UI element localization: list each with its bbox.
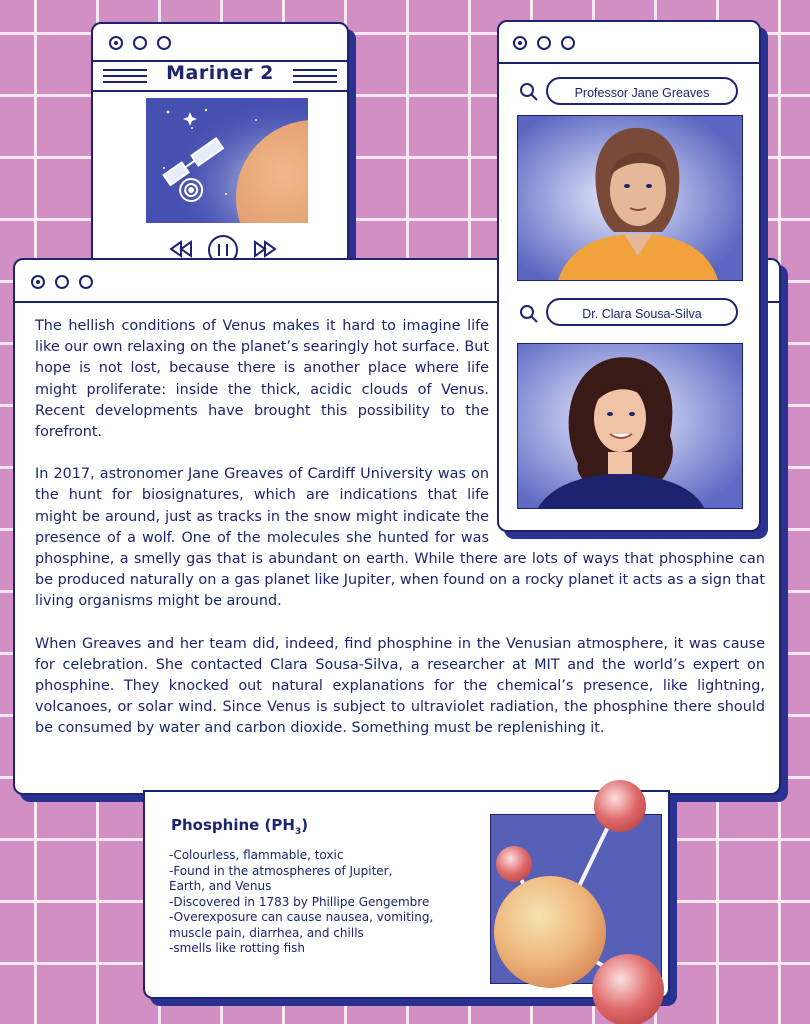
fact-line: -Found in the atmospheres of Jupiter, <box>169 863 393 878</box>
window-dot[interactable] <box>561 36 575 50</box>
window-dot[interactable] <box>55 275 69 289</box>
search-field-sousa-silva[interactable]: Dr. Clara Sousa-Silva <box>546 298 738 326</box>
window-controls <box>513 36 575 50</box>
window-dot-active[interactable] <box>109 36 123 50</box>
title-divider-bottom <box>93 90 347 92</box>
portrait-clara-sousa-silva <box>517 343 743 509</box>
fact-line: muscle pain, diarrhea, and chills <box>169 925 364 940</box>
fact-line: -smells like rotting fish <box>169 941 305 955</box>
article-paragraph-1: The hellish conditions of Venus makes it hard to imagine life like our own relaxing on the planet’s searingly hot surface. But hope is not lost, because there is another place where life might proliferate: inside the thick, acidic clouds of Venus. Recent developments have brought this possibility to the forefront. <box>35 318 489 441</box>
window-dot-active[interactable] <box>513 36 527 50</box>
window-dot-active[interactable] <box>31 275 45 289</box>
window-controls <box>31 275 93 289</box>
phosphine-molecule-illustration <box>470 790 700 1024</box>
article-paragraph-2: In 2017, astronomer Jane Greaves of Cardiff University was on the hunt for biosignatures, which are indications that life might be around, just as tracks in the snow might indicate the presence of a wolf. One of the molecules she hunted for was phosphine, a smelly gas that is abundant on earth. While there are lots of ways that phosphine can be produced naturally on a gas planet like Jupiter, when found on a rocky planet it acts as a sign that living organisms might be around. <box>35 466 765 610</box>
title-divider <box>499 62 759 64</box>
fact-line: -Overexposure can cause nausea, vomiting, <box>169 910 434 924</box>
window-dot[interactable] <box>133 36 147 50</box>
window-dot[interactable] <box>79 275 93 289</box>
window-dot[interactable] <box>537 36 551 50</box>
mariner-title: Mariner 2 <box>166 62 274 84</box>
fact-line: -Colourless, flammable, toxic <box>169 848 344 862</box>
window-dot[interactable] <box>157 36 171 50</box>
search-icon[interactable] <box>519 82 539 102</box>
fast-forward-icon[interactable] <box>255 242 275 256</box>
fact-line: -Discovered in 1783 by Phillipe Gengembre <box>169 894 430 909</box>
mariner-window <box>91 22 349 276</box>
phosphine-title: Phosphine $(PH_3)$ <box>171 816 309 837</box>
window-controls <box>109 36 171 50</box>
phosphine-facts <box>169 848 469 957</box>
search-icon[interactable] <box>519 304 539 324</box>
researchers-window <box>497 20 761 532</box>
mariner-spacecraft-illustration <box>146 98 308 223</box>
article-paragraph-3: When Greaves and her team did, indeed, find phosphine in the Venusian atmosphere, it was cause for celebration. She contacted Clara Sousa-Silva, a researcher at MIT and the world’s expert on phosphine. They knocked out natural explanations for the chemical’s presence, like lightning, volcanoes, or solar wind. Since Venus is subject to ultraviolet radiation, the phosphine there should be consumed by water and carbon dioxide. Something must be replenishing it. <box>35 635 765 737</box>
rewind-icon[interactable] <box>171 242 191 256</box>
portrait-jane-greaves <box>517 115 743 281</box>
search-field-greaves[interactable]: Professor Jane Greaves <box>546 77 738 105</box>
fact-line: Earth, and Venus <box>169 879 272 893</box>
